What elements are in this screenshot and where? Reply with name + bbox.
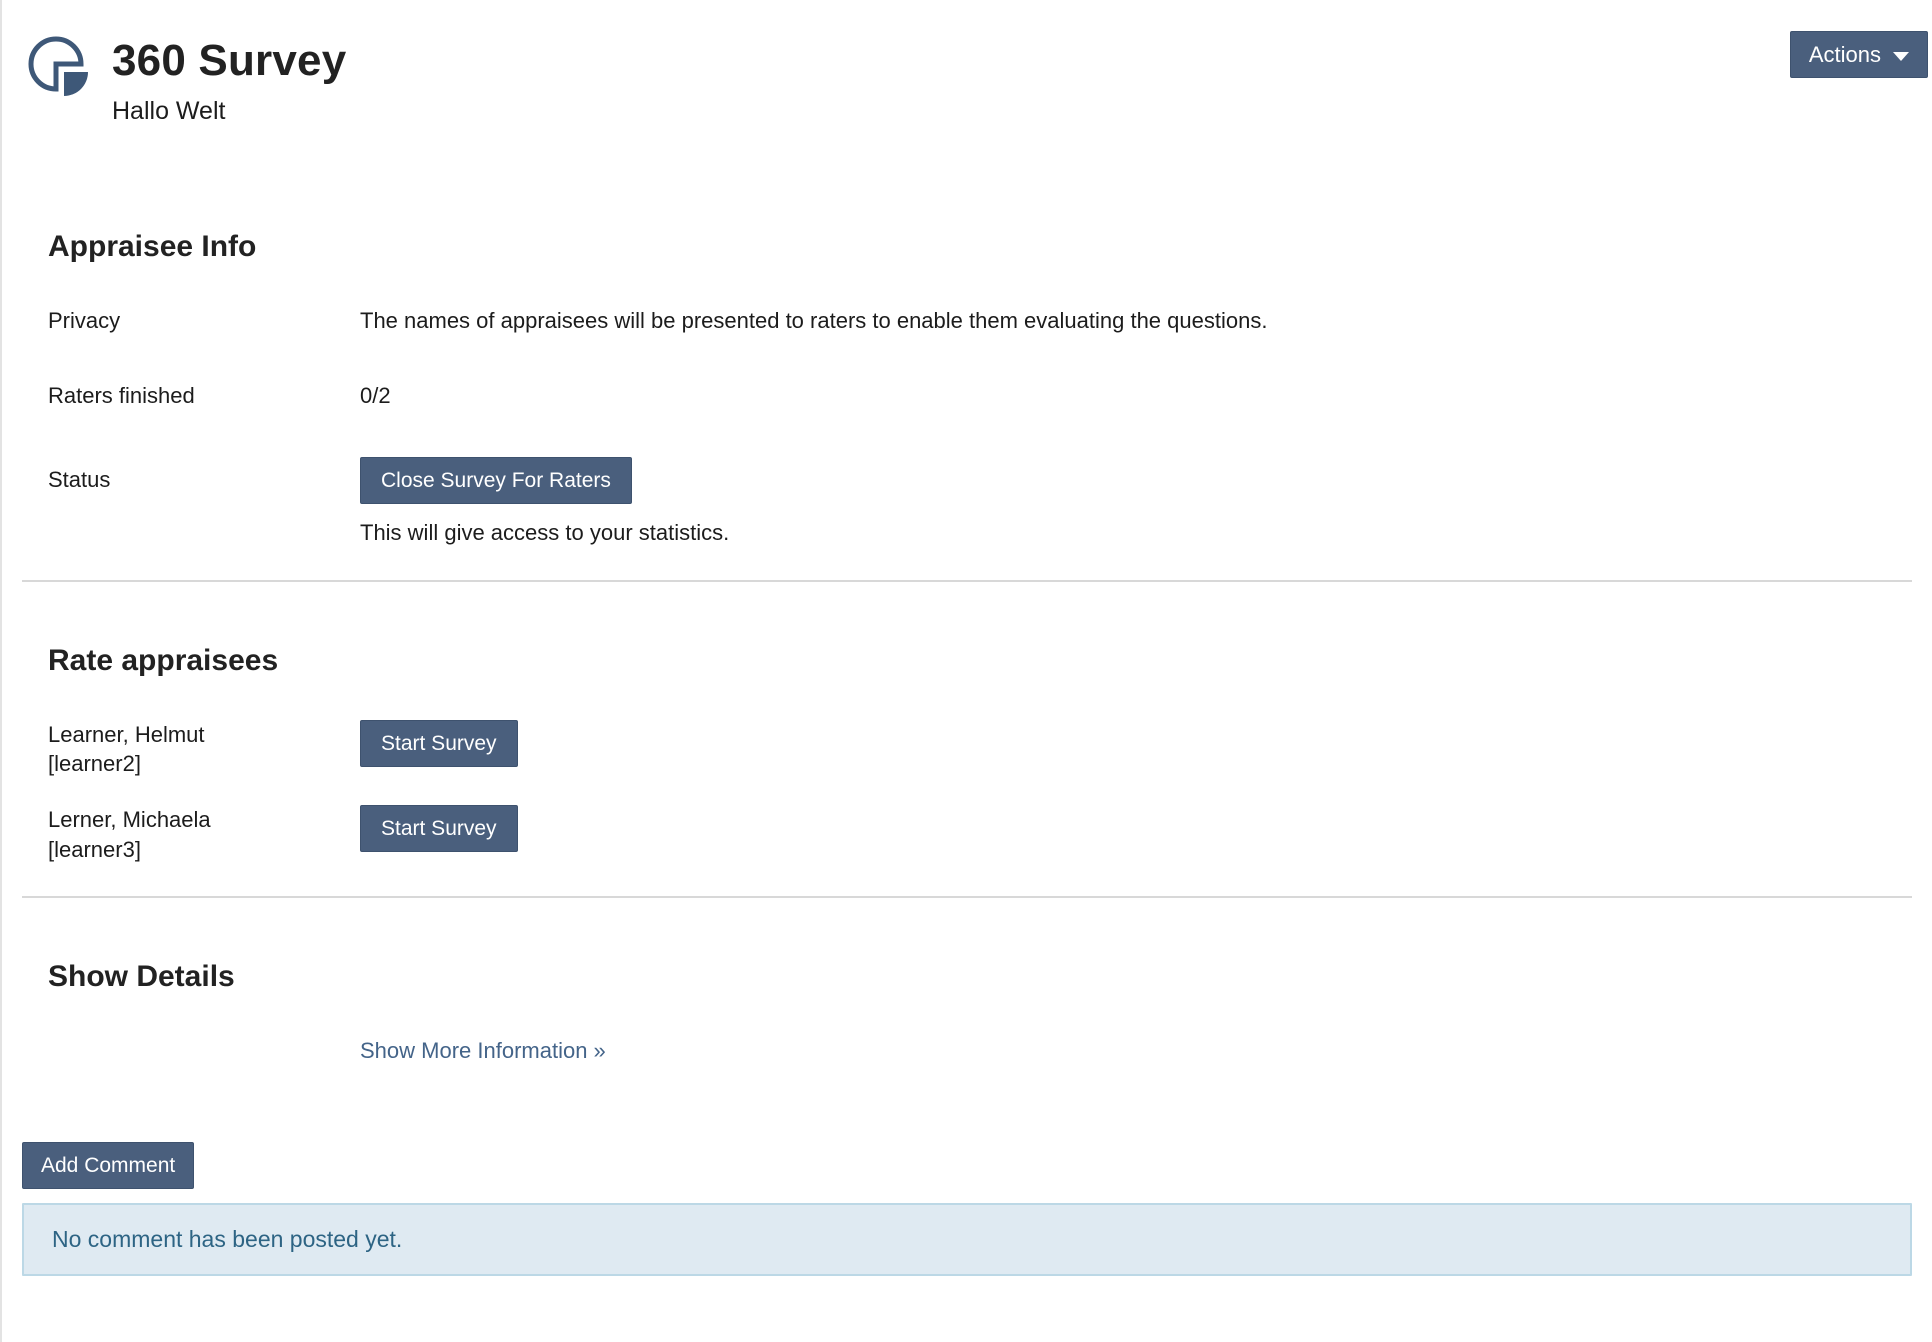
divider xyxy=(22,896,1912,898)
privacy-value: The names of appraisees will be presented to raters to enable them evaluating the questions. xyxy=(360,307,1268,333)
show-more-row xyxy=(48,1036,1904,1066)
appraisee-username: [learner2] xyxy=(48,751,141,777)
caret-down-icon xyxy=(1893,52,1909,61)
section-appraisee-info xyxy=(20,230,1932,548)
appraisee-fullname: Lerner, Michaela xyxy=(48,807,211,833)
status-value xyxy=(360,457,1904,548)
privacy-label: Privacy xyxy=(48,307,121,333)
header xyxy=(20,0,1932,126)
section-show-details xyxy=(20,960,1932,1066)
raters-finished-row xyxy=(48,381,1904,411)
no-comments-info-box xyxy=(22,1203,1912,1276)
divider xyxy=(22,580,1912,582)
add-comment-button[interactable]: Add Comment xyxy=(22,1142,194,1189)
no-comments-message: No comment has been posted yet. xyxy=(52,1226,403,1253)
status-note: This will give access to your statistics. xyxy=(360,519,730,545)
appraisee-name xyxy=(48,805,360,864)
page-title: 360 Survey xyxy=(112,36,347,85)
show-more-information-link[interactable]: Show More Information » xyxy=(360,1038,606,1064)
appraisee-action xyxy=(360,720,1904,767)
show-details-heading: Show Details xyxy=(48,960,235,994)
actions-button-label: Actions xyxy=(1808,41,1881,67)
appraisee-name xyxy=(48,720,360,779)
section-rate-appraisees xyxy=(20,644,1932,865)
appraisee-action xyxy=(360,805,1904,852)
rate-appraisees-heading: Rate appraisees xyxy=(48,643,279,677)
status-row xyxy=(48,457,1904,548)
appraisee-row xyxy=(48,805,1904,864)
raters-finished-value: 0/2 xyxy=(360,383,391,409)
page-subtitle: Hallo Welt xyxy=(112,96,226,125)
appraisee-fullname: Learner, Helmut xyxy=(48,721,205,747)
appraisee-row xyxy=(48,720,1904,779)
survey-pie-chart-icon xyxy=(28,36,92,100)
start-survey-button[interactable]: Start Survey xyxy=(360,805,518,852)
status-label: Status xyxy=(48,466,111,492)
header-text xyxy=(112,36,346,126)
appraisee-info-heading: Appraisee Info xyxy=(48,229,257,263)
raters-finished-label: Raters finished xyxy=(48,383,195,409)
appraisee-username: [learner3] xyxy=(48,836,141,862)
privacy-row xyxy=(48,306,1904,336)
close-survey-for-raters-button[interactable]: Close Survey For Raters xyxy=(360,457,632,504)
actions-button[interactable] xyxy=(1790,31,1928,78)
start-survey-button[interactable]: Start Survey xyxy=(360,720,518,767)
